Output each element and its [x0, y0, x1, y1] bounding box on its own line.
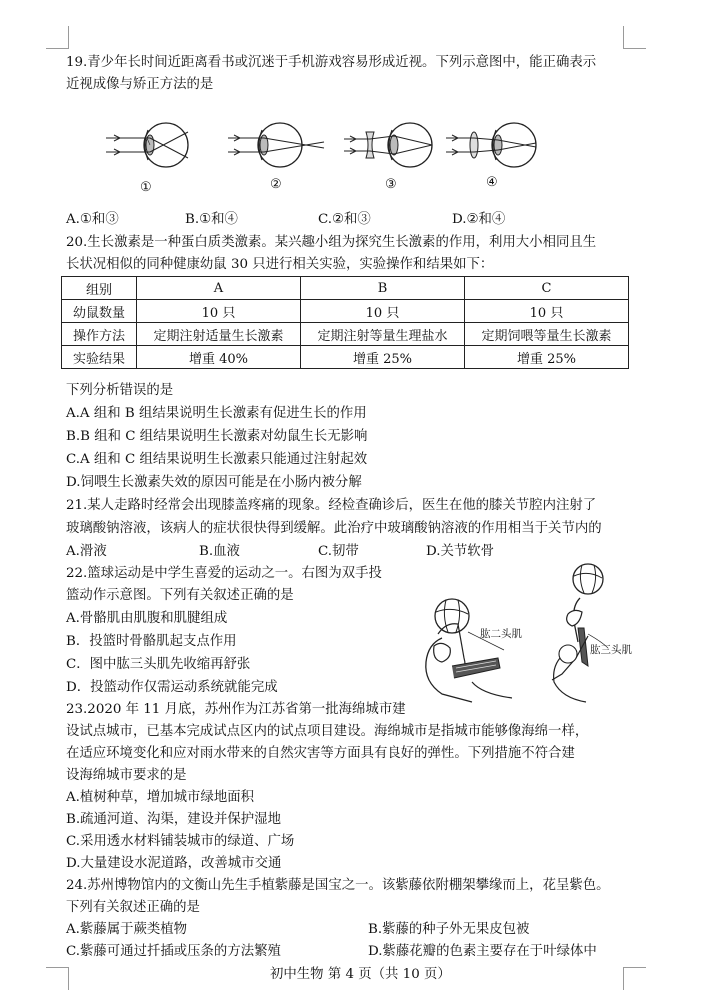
- q19-stem-line2: 近视成像与矫正方法的是: [66, 77, 214, 92]
- table-row: [62, 300, 629, 323]
- q20-option-b: B.B 组和 C 组结果说明生长激素对幼鼠生长无影响: [66, 429, 368, 444]
- q21-option-b: B.血液: [199, 544, 240, 559]
- table-row: [62, 346, 629, 369]
- q23-stem-line4: 设海绵城市要求的是: [66, 768, 187, 783]
- q22-option-c: C．图中肱三头肌先收缩再舒张: [66, 657, 251, 672]
- q24-option-c: C.紫藤可通过扦插或压条的方法繁殖: [66, 944, 281, 959]
- table-cell: 幼鼠数量: [62, 300, 137, 323]
- q19-option-d: D.②和④: [452, 212, 506, 227]
- table-cell: B: [301, 277, 465, 300]
- q19-option-c: C.②和③: [318, 212, 371, 227]
- q20-option-c: C.A 组和 C 组结果说明生长激素只能通过注射起效: [66, 452, 368, 467]
- eye-diagram-3-label: ③: [385, 177, 397, 192]
- table-cell: 定期注射等量生理盐水: [301, 323, 465, 346]
- q23-option-b: B.疏通河道、沟渠，建设并保护湿地: [66, 812, 281, 827]
- q19-option-b: B.①和④: [185, 212, 238, 227]
- eye-diagram-4: [446, 118, 546, 172]
- crop-mark-top-right-h: [623, 48, 646, 49]
- q22-option-b: B．投篮时骨骼肌起支点作用: [66, 634, 237, 649]
- q24-stem-line1: 24.苏州博物馆内的文衡山先生手植紫藤是国宝之一。该紫藤依附棚架攀缘而上，花呈紫色。: [66, 878, 610, 893]
- q20-stem-line1: 20.生长激素是一种蛋白质类激素。某兴趣小组为探究生长激素的作用，利用大小相同且生: [66, 235, 597, 250]
- table-cell: 组别: [62, 277, 137, 300]
- table-cell: 增重 40%: [137, 346, 301, 369]
- table-cell: 定期注射适量生长激素: [137, 323, 301, 346]
- q21-option-c: C.韧带: [318, 544, 359, 559]
- q21-stem-line1: 21.某人走路时经常会出现膝盖疼痛的现象。经检查确诊后，医生在他的膝关节腔内注射了: [66, 498, 597, 513]
- q22-stem-line1: 22.篮球运动是中学生喜爱的运动之一。右图为双手投: [66, 566, 382, 581]
- q20-stem-line2: 长状况相似的同种健康幼鼠 30 只进行相关实验，实验操作和结果如下：: [66, 257, 494, 272]
- q20-after-text: 下列分析错误的是: [66, 383, 174, 398]
- q23-option-a: A.植树种草，增加城市绿地面积: [66, 790, 255, 805]
- eye-diagram-3: [344, 118, 444, 172]
- triceps-label: 肱三头肌: [590, 644, 632, 656]
- q22-stem-line2: 篮动作示意图。下列有关叙述正确的是: [66, 588, 294, 603]
- q24-stem-line2: 下列有关叙述正确的是: [66, 900, 200, 915]
- eye-diagram-2: [228, 118, 328, 172]
- page-footer: 初中生物 第 4 页（共 10 页）: [270, 967, 451, 982]
- q20-option-d: D.饲喂生长激素失效的原因可能是在小肠内被分解: [66, 475, 362, 490]
- eye-diagram-1-label: ①: [140, 180, 152, 195]
- crop-mark-bottom-right: [623, 968, 624, 990]
- table-cell: 操作方法: [62, 323, 137, 346]
- q24-option-a: A.紫藤属于蕨类植物: [66, 922, 188, 937]
- q23-stem-line1: 23.2020 年 11 月底，苏州作为江苏省第一批海绵城市建: [66, 702, 406, 717]
- q24-option-d: D.紫藤花瓣的色素主要存在于叶绿体中: [368, 944, 597, 959]
- table-cell: 10 只: [301, 300, 465, 323]
- crop-mark-top-left: [68, 26, 69, 48]
- table-cell: 10 只: [137, 300, 301, 323]
- q20-data-table: [61, 276, 629, 369]
- crop-mark-top-left-h: [46, 48, 69, 49]
- q21-stem-line2: 玻璃酸钠溶液，该病人的症状很快得到缓解。此治疗中玻璃酸钠溶液的作用相当于关节内的: [66, 521, 602, 536]
- q23-option-c: C.采用透水材料铺装城市的绿道、广场: [66, 834, 295, 849]
- q24-option-b: B.紫藤的种子外无果皮包被: [368, 922, 530, 937]
- q23-stem-line2: 设试点城市，已基本完成试点区内的试点项目建设。海绵城市是指城市能够像海绵一样，: [66, 724, 589, 739]
- q20-option-a: A.A 组和 B 组结果说明生长激素有促进生长的作用: [66, 406, 367, 421]
- q22-option-a: A.骨骼肌由肌腹和肌腱组成: [66, 611, 228, 626]
- crop-mark-bottom-right-h: [623, 967, 646, 968]
- table-cell: 增重 25%: [465, 346, 629, 369]
- crop-mark-top-right: [623, 26, 624, 48]
- eye-diagram-2-label: ②: [270, 177, 282, 192]
- table-cell: 10 只: [465, 300, 629, 323]
- table-cell: 定期饲喂等量生长激素: [465, 323, 629, 346]
- q21-option-d: D.关节软骨: [426, 544, 495, 559]
- table-cell: 增重 25%: [301, 346, 465, 369]
- table-cell: 实验结果: [62, 346, 137, 369]
- crop-mark-bottom-left-h: [46, 967, 69, 968]
- biceps-label: 肱二头肌: [480, 628, 522, 640]
- table-header-row: [62, 277, 629, 300]
- eye-diagram-1: [104, 118, 204, 172]
- q23-stem-line3: 在适应环境变化和应对雨水带来的自然灾害等方面具有良好的弹性。下列措施不符合建: [66, 746, 575, 761]
- table-row: [62, 323, 629, 346]
- crop-mark-bottom-left: [68, 968, 69, 990]
- table-cell: C: [465, 277, 629, 300]
- q22-option-d: D．投篮动作仅需运动系统就能完成: [66, 680, 278, 695]
- q19-stem-line1: 19.青少年长时间近距离看书或沉迷于手机游戏容易形成近视。下列示意图中，能正确表示: [66, 55, 597, 70]
- eye-diagram-4-label: ④: [486, 175, 498, 190]
- basketball-shooting-figure: [412, 562, 644, 708]
- q23-option-d: D.大量建设水泥道路，改善城市交通: [66, 856, 282, 871]
- q21-option-a: A.滑液: [66, 544, 107, 559]
- q19-option-a: A.①和③: [66, 212, 119, 227]
- table-cell: A: [137, 277, 301, 300]
